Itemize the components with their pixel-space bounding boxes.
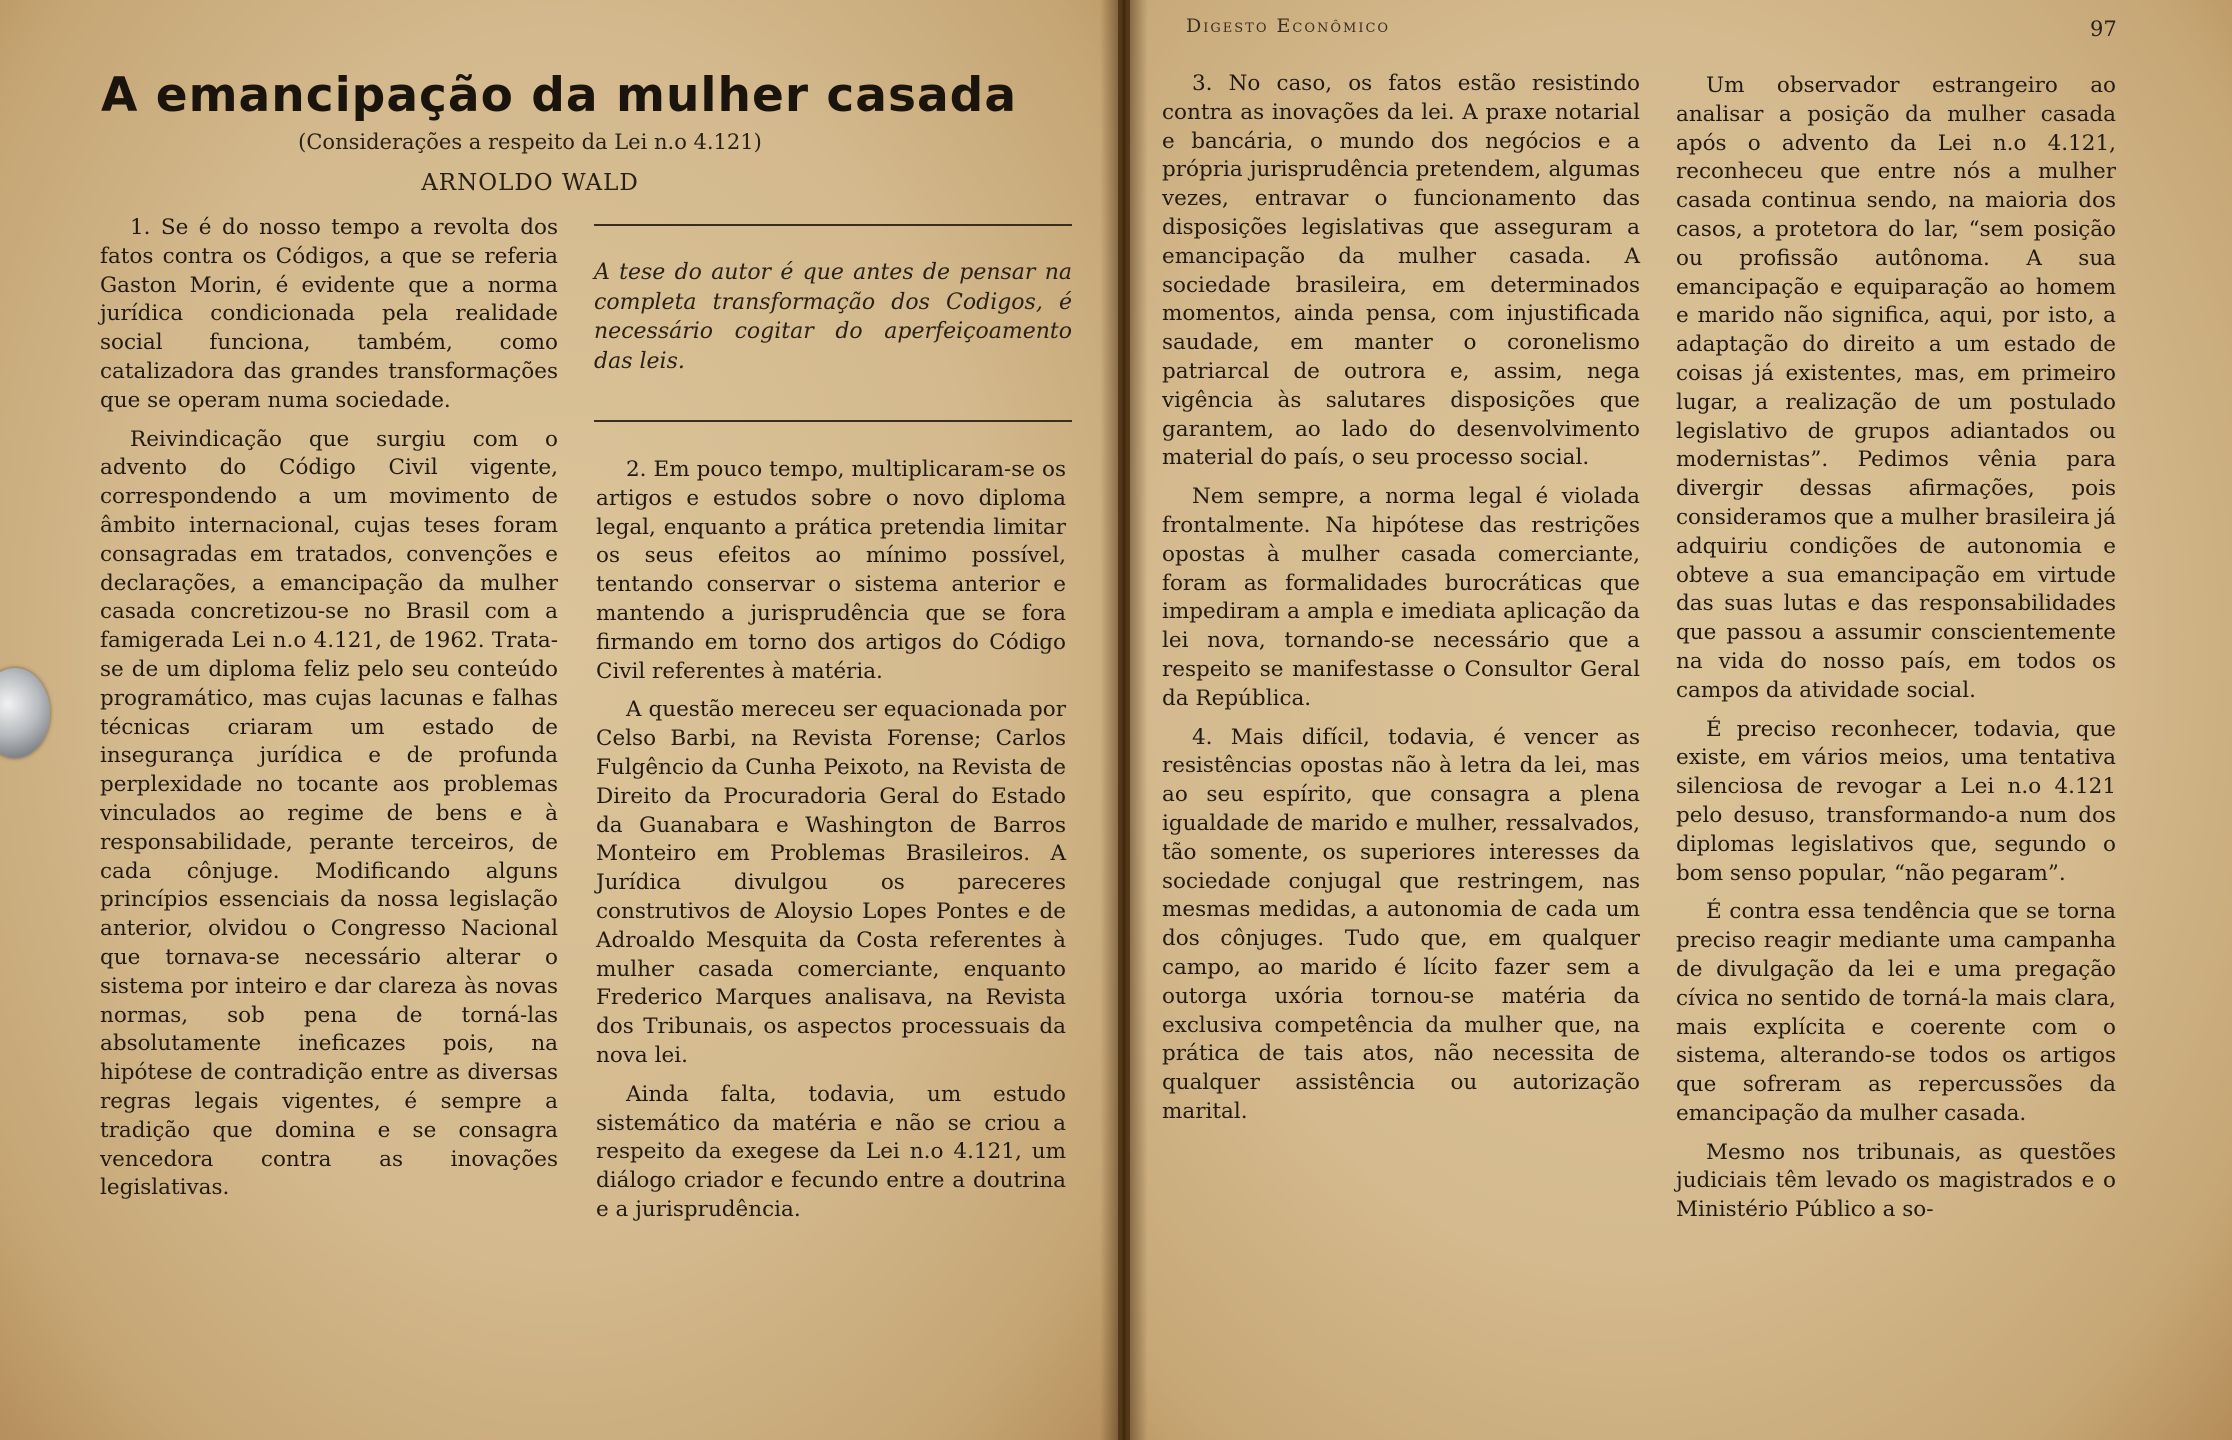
paragraph: Nem sempre, a norma legal é violada frontalmente. Na hipótese das restrições opostas à mulher casada comerciante, foram as formalidades burocráticas que impediram a ampla e imediata aplicação da lei nova, tornando-se necessário que a respeito se manifestasse o Consultor Geral da República.	[1162, 484, 1640, 711]
running-head: Digesto Econômico	[1186, 15, 1391, 37]
paragraph: A questão mereceu ser equacionada por Celso Barbi, na Revista Forense; Carlos Fulgêncio da Cunha Peixoto, na Revista de Direito da Procuradoria Geral do Estado da Guanabara e Washington de Barros Monteiro em Problemas Brasileiros. A Jurídica divulgou os pareceres construtivos de Aloysio Lopes Pontes e de Adroaldo Mesquita da Costa referentes à mulher casada comerciante, enquanto Frederico Marques analisava, na Revista dos Tribunais, os aspectos processuais da nova lei.	[596, 697, 1066, 1068]
paragraph: Ainda falta, todavia, um estudo sistemático da matéria e não se criou a respeito da exegese da Lei n.o 4.121, um diálogo criador e fecundo entre a doutrina e a jurisprudência.	[596, 1081, 1066, 1222]
right-column-2	[1676, 72, 2116, 1225]
article-author: ARNOLDO WALD	[421, 170, 639, 196]
pull-quote-top-rule	[594, 224, 1072, 226]
paragraph: 2. Em pouco tempo, multiplicaram-se os artigos e estudos sobre o novo diploma legal, enquanto a prática pretendia limitar os seus efeitos ao mínimo possível, tentando conservar o sistema anterior e mantendo a jurisprudência que se fora firmando em torno dos artigos do Código Civil referentes à matéria.	[596, 457, 1066, 684]
book-gutter	[1100, 0, 1148, 1440]
paragraph: 4. Mais difícil, todavia, é vencer as resistências opostas não à letra da lei, mas ao seu espírito, que consagra a plena igualdade de marido e mulher, ressalvados, tão somente, os superiores interesses da sociedade conjugal que restringem, nas mesmas medidas, a autonomia de cada um dos cônjuges. Tudo que, em qualquer campo, ao marido é lícito fazer sem a outorga uxória tornou-se matéria da exclusiva competência da mulher que, na prática de tais atos, não necessita de qualquer assistência ou autorização marital.	[1162, 724, 1640, 1124]
paragraph: É contra essa tendência que se torna preciso reagir mediante uma campanha de divulgação da lei e uma pregação cívica no sentido de torná-la mais clara, mais explícita e coerente com o sistema, alterando-se todos os artigos que sofreram as repercussões da emancipação da mulher casada.	[1676, 899, 2116, 1126]
left-column-2	[596, 456, 1066, 1225]
paragraph: É preciso reconhecer, todavia, que existe, em vários meios, uma tentativa silenciosa de revogar a Lei n.o 4.121 pelo desuso, transformando-a num dos diplomas legislativos que, segundo o bom senso popular, “não pegaram”.	[1676, 716, 2116, 886]
article-subtitle: (Considerações a respeito da Lei n.o 4.121)	[298, 130, 762, 154]
article-title: A emancipação da mulher casada	[100, 68, 1018, 123]
metal-clip	[0, 668, 50, 758]
paragraph: 1. Se é do nosso tempo a revolta dos fatos contra os Códigos, a que se referia Gaston Morin, é evidente que a norma jurídica condicionada pela realidade social funciona, também, como catalizadora das grandes transformações que se operam numa sociedade.	[100, 215, 558, 413]
paragraph: Mesmo nos tribunais, as questões judiciais têm levado os magistrados e o Ministério Público a so-	[1676, 1139, 2116, 1223]
page-number: 97	[2090, 17, 2117, 41]
left-column-1	[100, 214, 558, 1203]
paragraph: Reivindicação que surgiu com o advento do Código Civil vigente, correspondendo a um movimento de âmbito internacional, cujas teses foram consagradas em tratados, convenções e declarações, a emancipação da mulher casada concretizou-se no Brasil com a famigerada Lei n.o 4.121, de 1962. Trata-se de um diploma feliz pelo seu conteúdo programático, mas cujas lacunas e falhas técnicas criaram um estado de insegurança jurídica e de profunda perplexidade no tocante aos problemas vinculados ao regime de bens e à responsabilidade, perante terceiros, de cada cônjuge. Modificando alguns princípios essenciais da nossa legislação anterior, olvidou o Congresso Nacional que tornava-se necessário alterar o sistema por inteiro e dar clareza às novas normas, sob pena de torná-las absolutamente ineficazes pois, na hipótese de contradição entre as diversas regras legais vigentes, é sempre a tradição que domina e se consagra vencedora contra as inovações legislativas.	[100, 426, 558, 1201]
paragraph: 3. No caso, os fatos estão resistindo contra as inovações da lei. A praxe notarial e bancária, o mundo dos negócios e a própria jurisprudência pretendem, algumas vezes, entravar o funcionamento das disposições legislativas que asseguram a emancipação da mulher casada. A sociedade brasileira, em determinados momentos, ainda pensa, com injustificada saudade, em manter o coronelismo patriarcal de outrora e, assim, nega vigência às salutares disposições que garantem, ao lado do desenvolvimento material do país, o seu processo social.	[1162, 71, 1640, 471]
pull-quote-bottom-rule	[594, 420, 1072, 422]
paragraph: Um observador estrangeiro ao analisar a posição da mulher casada após o advento da Lei n.o 4.121, reconheceu que entre nós a mulher casada continua sendo, na maioria dos casos, a protetora do lar, “sem posição ou profissão autônoma. A sua emancipação e equiparação ao homem e marido não significa, aqui, por isto, a adaptação do direito a um estado de coisas já existentes, mas, em primeiro lugar, a realização de um postulado legislativo de grupos adiantados ou modernistas”. Pedimos vênia para divergir dessas afirmações, pois consideramos que a mulher brasileira já adquiriu condições de autonomia e obteve a sua emancipação em virtude das suas lutas e das responsabilidades que passou a assumir conscientemente na vida do nosso país, em todos os campos da atividade social.	[1676, 73, 2116, 703]
right-column-1	[1162, 70, 1640, 1127]
pull-quote: A tese do autor é que antes de pensar na completa transformação dos Codigos, é necessário cogitar do aperfeiçoamento das leis.	[594, 260, 1072, 374]
